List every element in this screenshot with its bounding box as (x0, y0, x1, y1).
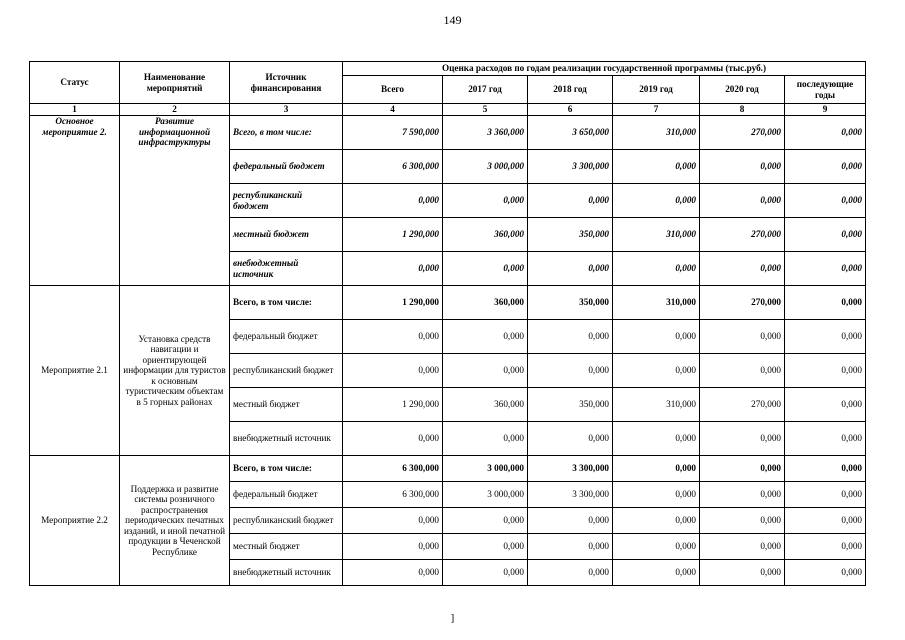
amount-cell: 350,000 (528, 388, 613, 422)
amount-cell: 0,000 (443, 184, 528, 218)
amount-cell: 3 300,000 (528, 150, 613, 184)
amount-cell: 0,000 (528, 320, 613, 354)
amount-cell: 0,000 (613, 422, 700, 456)
amount-cell: 0,000 (443, 354, 528, 388)
amount-cell: 360,000 (443, 218, 528, 252)
amount-cell: 0,000 (528, 354, 613, 388)
amount-cell: 0,000 (443, 252, 528, 286)
col-number: 6 (528, 104, 613, 116)
amount-cell: 0,000 (613, 150, 700, 184)
funding-source-cell: федеральный бюджет (230, 482, 343, 508)
amount-cell: 0,000 (785, 252, 866, 286)
funding-source-cell: внебюджетный источник (230, 560, 343, 586)
amount-cell: 7 590,000 (343, 116, 443, 150)
table-row (30, 116, 866, 150)
amount-cell: 0,000 (785, 184, 866, 218)
amount-cell: 0,000 (613, 184, 700, 218)
funding-source-cell: Всего, в том числе: (230, 116, 343, 150)
activity-name-cell: Установка средств навигации и ориентирующей информации для туристов к основным туристическим объектам в 5 горных районах (120, 286, 230, 456)
amount-cell: 0,000 (785, 354, 866, 388)
table-row (30, 456, 866, 482)
amount-cell: 0,000 (700, 252, 785, 286)
amount-cell: 0,000 (528, 422, 613, 456)
amount-cell: 6 300,000 (343, 150, 443, 184)
amount-cell: 0,000 (700, 150, 785, 184)
amount-cell: 270,000 (700, 388, 785, 422)
amount-cell: 0,000 (700, 456, 785, 482)
col-number: 1 (30, 104, 120, 116)
table-row (30, 286, 866, 320)
amount-cell: 0,000 (343, 320, 443, 354)
amount-cell: 0,000 (343, 354, 443, 388)
amount-cell: 0,000 (528, 508, 613, 534)
status-cell: Мероприятие 2.1 (30, 286, 120, 456)
amount-cell: 360,000 (443, 388, 528, 422)
amount-cell: 0,000 (700, 560, 785, 586)
amount-cell: 6 300,000 (343, 456, 443, 482)
header-estimate: Оценка расходов по годам реализации государственной программы (тыс.руб.) (343, 62, 866, 76)
amount-cell: 0,000 (785, 286, 866, 320)
amount-cell: 310,000 (613, 218, 700, 252)
header-later-years: последующие годы (785, 76, 866, 104)
amount-cell: 0,000 (443, 560, 528, 586)
amount-cell: 0,000 (528, 560, 613, 586)
amount-cell: 0,000 (785, 534, 866, 560)
amount-cell: 270,000 (700, 218, 785, 252)
footer-mark: ] (450, 612, 455, 624)
header-2018: 2018 год (528, 76, 613, 104)
amount-cell: 0,000 (613, 482, 700, 508)
amount-cell: 0,000 (343, 508, 443, 534)
amount-cell: 0,000 (700, 508, 785, 534)
amount-cell: 0,000 (785, 218, 866, 252)
col-number: 2 (120, 104, 230, 116)
header-2019: 2019 год (613, 76, 700, 104)
amount-cell: 0,000 (785, 388, 866, 422)
amount-cell: 310,000 (613, 116, 700, 150)
amount-cell: 3 000,000 (443, 482, 528, 508)
amount-cell: 1 290,000 (343, 218, 443, 252)
col-number: 4 (343, 104, 443, 116)
amount-cell: 3 300,000 (528, 482, 613, 508)
amount-cell: 0,000 (785, 422, 866, 456)
funding-source-cell: республиканский бюджет (230, 354, 343, 388)
funding-source-cell: внебюджетный источник (230, 422, 343, 456)
amount-cell: 350,000 (528, 218, 613, 252)
amount-cell: 0,000 (443, 508, 528, 534)
amount-cell: 0,000 (700, 422, 785, 456)
page-number: 149 (443, 13, 462, 27)
amount-cell: 0,000 (613, 508, 700, 534)
col-number: 8 (700, 104, 785, 116)
amount-cell: 0,000 (613, 354, 700, 388)
funding-source-cell: внебюджетный источник (230, 252, 343, 286)
funding-source-cell: федеральный бюджет (230, 150, 343, 184)
status-cell: Основное мероприятие 2. (30, 116, 120, 286)
col-number: 7 (613, 104, 700, 116)
amount-cell: 0,000 (700, 320, 785, 354)
amount-cell: 0,000 (343, 560, 443, 586)
amount-cell: 3 650,000 (528, 116, 613, 150)
amount-cell: 0,000 (343, 252, 443, 286)
funding-source-cell: республиканский бюджет (230, 184, 343, 218)
amount-cell: 0,000 (785, 150, 866, 184)
funding-source-cell: местный бюджет (230, 388, 343, 422)
amount-cell: 3 360,000 (443, 116, 528, 150)
funding-source-cell: местный бюджет (230, 534, 343, 560)
funding-source-cell: республиканский бюджет (230, 508, 343, 534)
activity-name-cell: Развитие информационной инфраструктуры (120, 116, 230, 286)
amount-cell: 360,000 (443, 286, 528, 320)
col-number: 9 (785, 104, 866, 116)
amount-cell: 270,000 (700, 116, 785, 150)
funding-source-cell: Всего, в том числе: (230, 286, 343, 320)
amount-cell: 310,000 (613, 388, 700, 422)
amount-cell: 0,000 (785, 560, 866, 586)
amount-cell: 0,000 (443, 422, 528, 456)
header-total: Всего (343, 76, 443, 104)
amount-cell: 0,000 (613, 456, 700, 482)
amount-cell: 0,000 (785, 482, 866, 508)
amount-cell: 1 290,000 (343, 388, 443, 422)
amount-cell: 0,000 (343, 422, 443, 456)
funding-source-cell: местный бюджет (230, 218, 343, 252)
amount-cell: 6 300,000 (343, 482, 443, 508)
amount-cell: 3 300,000 (528, 456, 613, 482)
amount-cell: 0,000 (613, 320, 700, 354)
amount-cell: 0,000 (613, 252, 700, 286)
amount-cell: 0,000 (613, 560, 700, 586)
amount-cell: 350,000 (528, 286, 613, 320)
col-number: 5 (443, 104, 528, 116)
header-name: Наименование мероприятий (120, 62, 230, 104)
amount-cell: 0,000 (785, 116, 866, 150)
funding-source-cell: федеральный бюджет (230, 320, 343, 354)
column-number-row (30, 104, 866, 116)
amount-cell: 0,000 (700, 354, 785, 388)
header-source: Источник финансирования (230, 62, 343, 104)
activity-name-cell: Поддержка и развитие системы розничного распространения периодических печатных изданий, и иной печатной продукции в Чеченской Республике (120, 456, 230, 586)
amount-cell: 0,000 (343, 184, 443, 218)
amount-cell: 0,000 (700, 184, 785, 218)
header-2020: 2020 год (700, 76, 785, 104)
status-cell: Мероприятие 2.2 (30, 456, 120, 586)
amount-cell: 3 000,000 (443, 456, 528, 482)
header-status: Статус (30, 62, 120, 104)
amount-cell: 0,000 (443, 320, 528, 354)
amount-cell: 0,000 (785, 320, 866, 354)
amount-cell: 0,000 (700, 482, 785, 508)
funding-source-cell: Всего, в том числе: (230, 456, 343, 482)
expenditure-table (29, 61, 866, 586)
amount-cell: 0,000 (613, 534, 700, 560)
col-number: 3 (230, 104, 343, 116)
amount-cell: 0,000 (785, 456, 866, 482)
amount-cell: 270,000 (700, 286, 785, 320)
amount-cell: 0,000 (343, 534, 443, 560)
amount-cell: 310,000 (613, 286, 700, 320)
amount-cell: 0,000 (528, 534, 613, 560)
amount-cell: 3 000,000 (443, 150, 528, 184)
amount-cell: 0,000 (785, 508, 866, 534)
amount-cell: 1 290,000 (343, 286, 443, 320)
amount-cell: 0,000 (700, 534, 785, 560)
header-2017: 2017 год (443, 76, 528, 104)
amount-cell: 0,000 (528, 252, 613, 286)
amount-cell: 0,000 (443, 534, 528, 560)
amount-cell: 0,000 (528, 184, 613, 218)
